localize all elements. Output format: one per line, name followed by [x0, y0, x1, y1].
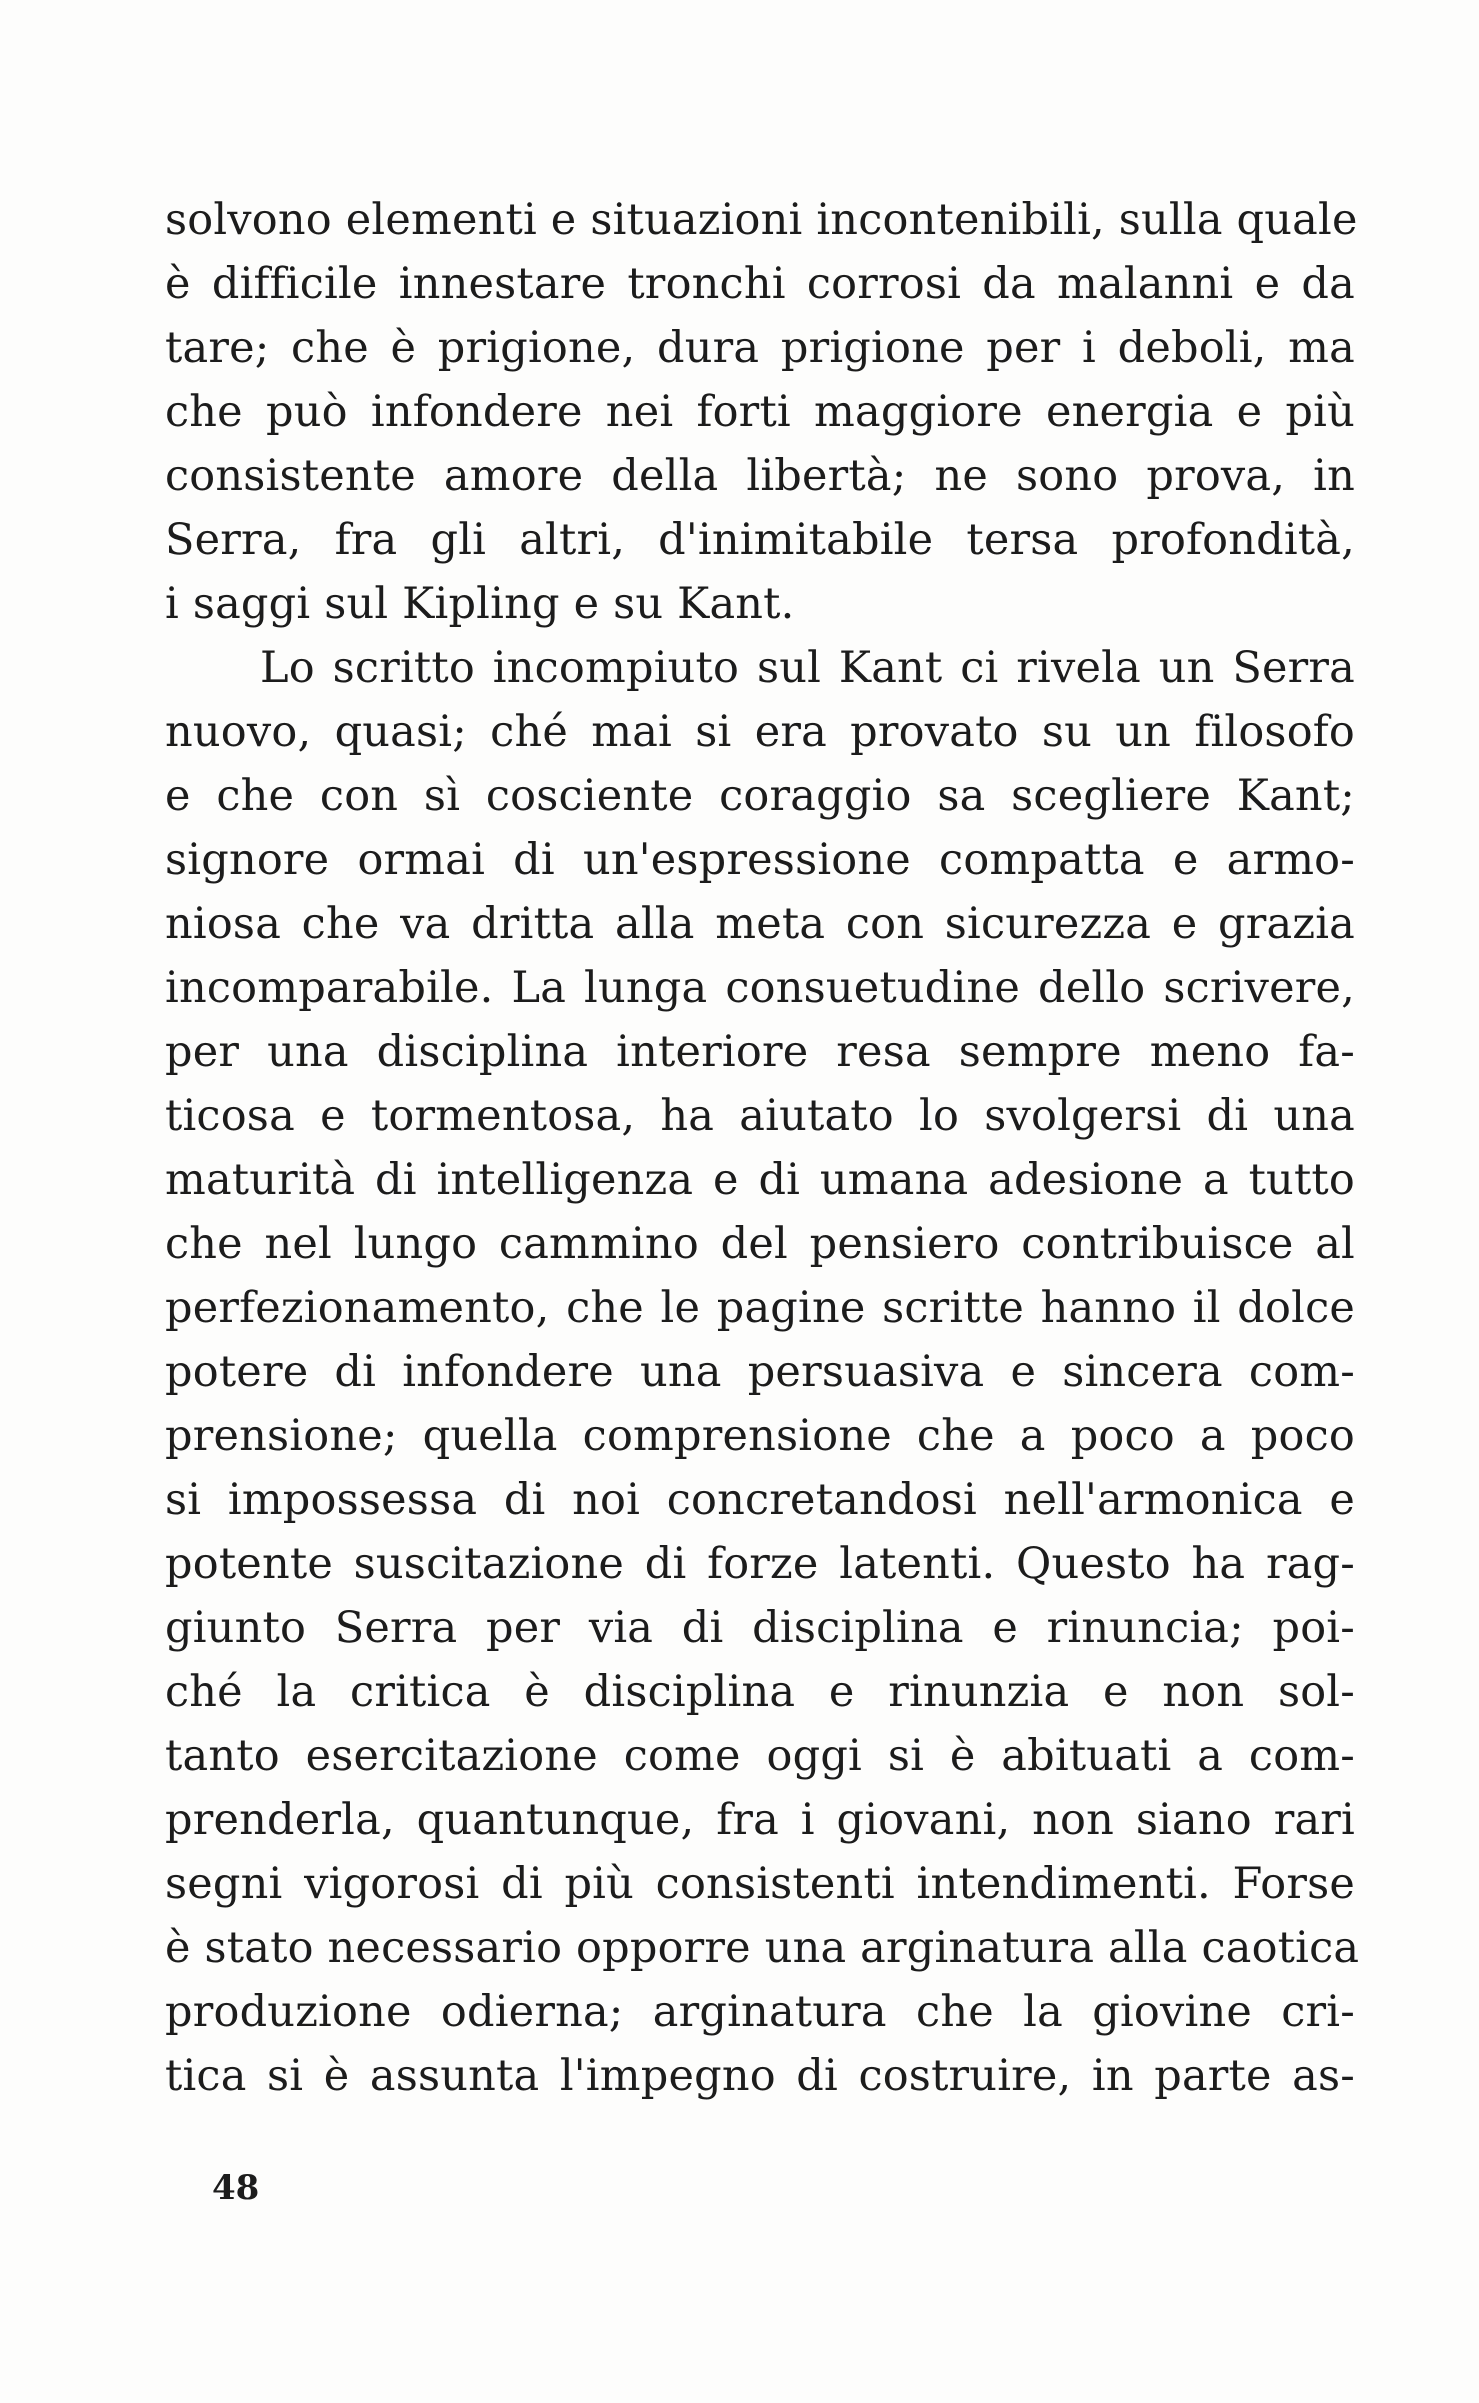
- text-line: ché la critica è disciplina e rinunzia e non sol-: [165, 1667, 1355, 1717]
- text-line: è stato necessario opporre una arginatura alla caotica: [165, 1923, 1360, 1973]
- text-line: che può infondere nei forti maggiore energia e più: [165, 387, 1355, 437]
- text-line: Serra, fra gli altri, d'inimitabile tersa profondità,: [165, 515, 1355, 565]
- text-line: è difficile innestare tronchi corrosi da malanni e da: [165, 259, 1355, 309]
- text-line: solvono elementi e situazioni incontenibili, sulla quale: [165, 195, 1358, 245]
- body-text: [165, 188, 1360, 2108]
- text-line: Lo scritto incompiuto sul Kant ci rivela un Serra: [260, 643, 1355, 693]
- text-line: incomparabile. La lunga consuetudine dello scrivere,: [165, 963, 1355, 1013]
- text-line: potente suscitazione di forze latenti. Questo ha rag-: [165, 1539, 1355, 1589]
- text-line: giunto Serra per via di disciplina e rinuncia; poi-: [165, 1603, 1355, 1653]
- text-line: maturità di intelligenza e di umana adesione a tutto: [165, 1155, 1355, 1205]
- text-line: e che con sì cosciente coraggio sa scegliere Kant;: [165, 771, 1355, 821]
- text-line: niosa che va dritta alla meta con sicurezza e grazia: [165, 899, 1355, 949]
- text-line: si impossessa di noi concretandosi nell'armonica e: [165, 1475, 1355, 1525]
- text-line: i saggi sul Kipling e su Kant.: [165, 579, 795, 629]
- text-line: che nel lungo cammino del pensiero contribuisce al: [165, 1219, 1355, 1269]
- text-line: prenderla, quantunque, fra i giovani, non siano rari: [165, 1795, 1355, 1845]
- text-line: prensione; quella comprensione che a poco a poco: [165, 1411, 1355, 1461]
- text-line: per una disciplina interiore resa sempre meno fa-: [165, 1027, 1355, 1077]
- text-line: potere di infondere una persuasiva e sincera com-: [165, 1347, 1355, 1397]
- text-line: tare; che è prigione, dura prigione per i deboli, ma: [165, 323, 1355, 373]
- text-line: nuovo, quasi; ché mai si era provato su un filosofo: [165, 707, 1355, 757]
- text-line: ticosa e tormentosa, ha aiutato lo svolgersi di una: [165, 1091, 1355, 1141]
- text-line: tica si è assunta l'impegno di costruire, in parte as-: [165, 2051, 1355, 2101]
- text-line: consistente amore della libertà; ne sono prova, in: [165, 451, 1355, 501]
- text-line: segni vigorosi di più consistenti intendimenti. Forse: [165, 1859, 1355, 1909]
- page-number: 48: [212, 2168, 260, 2208]
- text-line: produzione odierna; arginatura che la giovine cri-: [165, 1987, 1355, 2037]
- text-line: perfezionamento, che le pagine scritte hanno il dolce: [165, 1283, 1355, 1333]
- text-line: signore ormai di un'espressione compatta e armo-: [165, 835, 1355, 885]
- text-line: tanto esercitazione come oggi si è abituati a com-: [165, 1731, 1355, 1781]
